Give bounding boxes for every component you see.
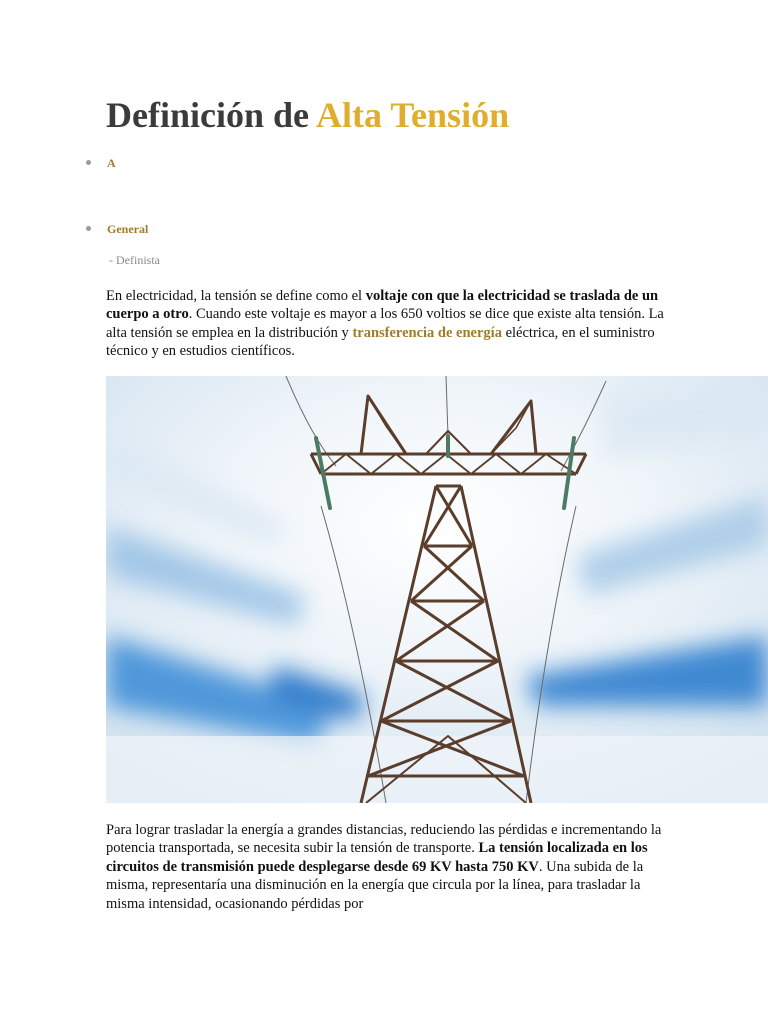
- bullet-dot-icon: [86, 160, 91, 165]
- body-paragraph: [106, 821, 666, 913]
- tag-link-a[interactable]: A: [107, 156, 116, 170]
- intro-bold: voltaje con que la electricidad se traslada de un cuerpo a otro: [106, 288, 659, 323]
- title-accent: Alta Tensión: [316, 95, 510, 135]
- body-text-1: Para lograr trasladar la energía a grandes distancias, reduciendo las pérdidas e incrementando la potencia transportada, se necesita subir la tensión de transporte.: [106, 822, 662, 857]
- intro-text-2: . Cuando este voltaje es mayor a los 650 voltios se dice que existe alta tensión. La alta tensión se emplea en la distribución y: [106, 306, 664, 341]
- author-byline: - Definista: [109, 253, 160, 267]
- intro-paragraph: [106, 287, 666, 361]
- bullet-dot-icon: [86, 226, 91, 231]
- body-text-2: . Una subida de la misma, representaría una disminución en la energía que circula por la línea, para trasladar la misma intensidad, ocasionando pérdidas por: [106, 858, 644, 912]
- title-main: Definición de: [106, 95, 317, 135]
- intro-text-3: eléctrica, en el suministro técnico y en estudios científicos.: [106, 324, 655, 360]
- body-bold: La tensión localizada en los circuitos de transmisión puede desplegarse desde 69 KV hasta 750 KV: [106, 840, 648, 875]
- tag-link-general[interactable]: General: [107, 222, 149, 236]
- power-tower-photo: [106, 376, 768, 803]
- page-title: [106, 92, 509, 138]
- intro-text-1: En electricidad, la tensión se define como el: [106, 288, 366, 304]
- energy-transfer-link[interactable]: transferencia de energía: [352, 324, 502, 341]
